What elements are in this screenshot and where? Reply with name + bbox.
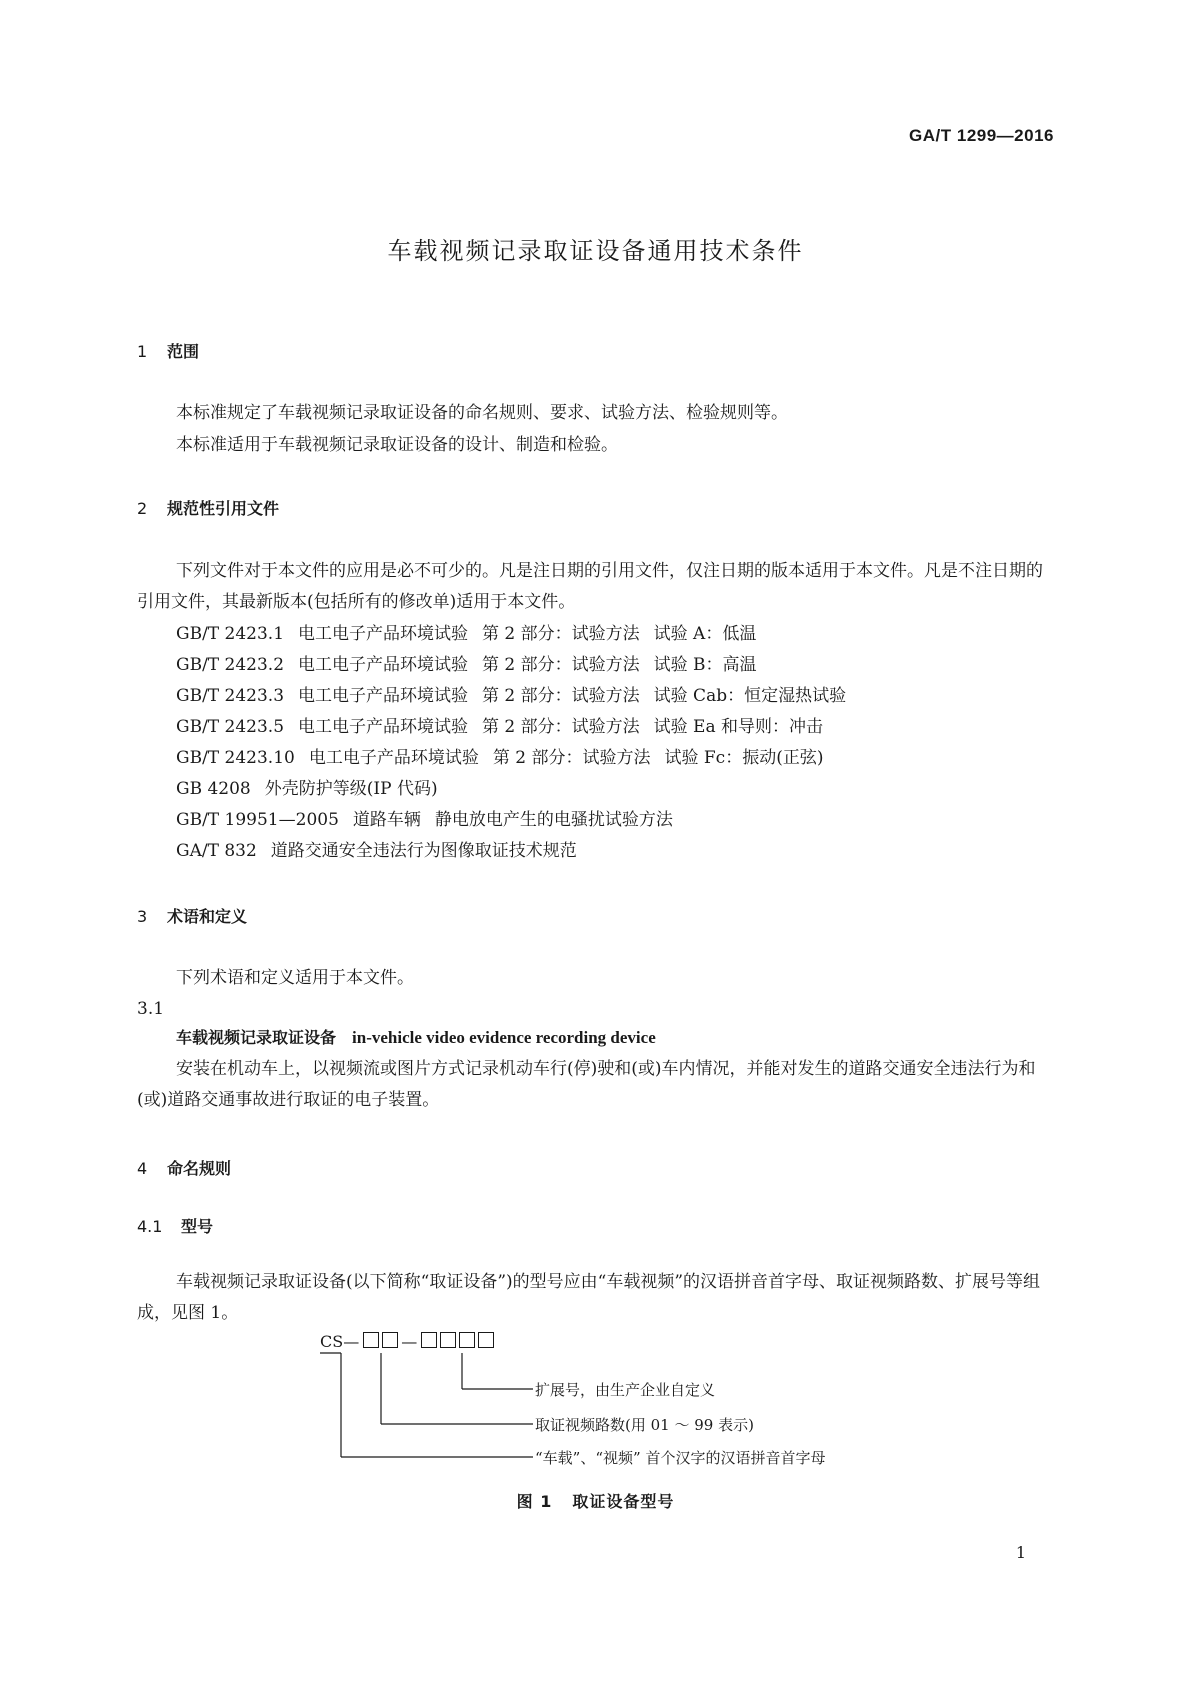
term-chinese: 车载视频记录取证设备 (176, 1028, 337, 1047)
section-number: 3 (137, 907, 148, 926)
reference-part: 第 2 部分：试验方法 (482, 655, 640, 675)
separator-dash: — (343, 1332, 360, 1351)
reference-test: 试验 Fc：振动(正弦) (664, 748, 824, 768)
term-number: 3.1 (137, 999, 165, 1019)
label-video-channels: 取证视频路数(用 01 ～ 99 表示) (535, 1416, 754, 1434)
page-number: 1 (1015, 1543, 1026, 1562)
reference-title: 电工电子产品环境试验 (298, 624, 469, 644)
reference-part: 第 2 部分：试验方法 (492, 748, 651, 768)
term-definition: 安装在机动车上，以视频流或图片方式记录机动车行(停)驶和(或)车内情况，并能对发生的道路交通安全违法行为和(或)道路交通事故进行取证的电子装置。 (137, 1059, 1036, 1110)
subsection-number: 4.1 (137, 1217, 163, 1236)
section-title: 规范性引用文件 (167, 499, 280, 518)
figure-caption (0, 1489, 1191, 1512)
section-title: 范围 (167, 342, 200, 361)
subsection-title: 型号 (181, 1217, 214, 1236)
document-title: 车载视频记录取证设备通用技术条件 (387, 237, 804, 265)
section-number: 2 (137, 499, 148, 518)
reference-code: GB 4208 (176, 779, 251, 799)
reference-title: 外壳防护等级(IP 代码) (264, 779, 438, 799)
section-title: 命名规则 (167, 1159, 232, 1178)
section-3-intro: 下列术语和定义适用于本文件。 (176, 968, 414, 988)
reference-test: 试验 A：低温 (653, 624, 757, 644)
reference-part: 第 2 部分：试验方法 (482, 717, 640, 737)
section-title: 术语和定义 (167, 907, 248, 926)
standard-code: GA/T 1299—2016 (909, 126, 1054, 145)
reference-title: 道路车辆 (352, 810, 421, 830)
figure-number: 图 1 (516, 1492, 553, 1511)
reference-code: GB/T 2423.5 (176, 717, 285, 737)
reference-part: 第 2 部分：试验方法 (482, 686, 640, 706)
reference-title: 道路交通安全违法行为图像取证技术规范 (270, 841, 577, 861)
reference-title: 电工电子产品环境试验 (298, 717, 469, 737)
term-english: in-vehicle video evidence recording device (352, 1028, 656, 1047)
reference-code: GB/T 19951—2005 (176, 810, 339, 830)
section-number: 1 (137, 342, 148, 361)
section-1-paragraph-2: 本标准适用于车载视频记录取证设备的设计、制造和检验。 (176, 435, 618, 455)
section-4-paragraph: 车载视频记录取证设备(以下简称“取证设备”)的型号应由“车载视频”的汉语拼音首字母、取证视频路数、扩展号等组成，见图 1。 (137, 1272, 1041, 1323)
section-number: 4 (137, 1159, 148, 1178)
reference-code: GB/T 2423.3 (176, 686, 285, 706)
model-prefix: CS (320, 1332, 344, 1351)
reference-test: 试验 Cab：恒定湿热试验 (653, 686, 847, 706)
separator-dash: — (401, 1332, 418, 1351)
reference-code: GA/T 832 (176, 841, 257, 861)
label-pinyin-prefix: “车载”、“视频” 首个汉字的汉语拼音首字母 (535, 1449, 826, 1467)
reference-title: 电工电子产品环境试验 (298, 655, 469, 675)
reference-code: GB/T 2423.2 (176, 655, 285, 675)
reference-title: 电工电子产品环境试验 (308, 748, 479, 768)
reference-part: 静电放电产生的电骚扰试验方法 (434, 810, 673, 830)
reference-part: 第 2 部分：试验方法 (482, 624, 640, 644)
reference-test: 试验 Ea 和导则：冲击 (653, 717, 824, 737)
section-2-intro: 下列文件对于本文件的应用是必不可少的。凡是注日期的引用文件，仅注日期的版本适用于本文件。凡是不注日期的引用文件，其最新版本(包括所有的修改单)适用于本文件。 (137, 561, 1043, 612)
reference-code: GB/T 2423.10 (176, 748, 295, 768)
figure-title: 取证设备型号 (572, 1492, 675, 1511)
section-1-paragraph-1: 本标准规定了车载视频记录取证设备的命名规则、要求、试验方法、检验规则等。 (176, 403, 788, 423)
reference-code: GB/T 2423.1 (176, 624, 285, 644)
reference-test: 试验 B：高温 (653, 655, 757, 675)
label-extension-number: 扩展号，由生产企业自定义 (535, 1381, 716, 1399)
reference-title: 电工电子产品环境试验 (298, 686, 469, 706)
